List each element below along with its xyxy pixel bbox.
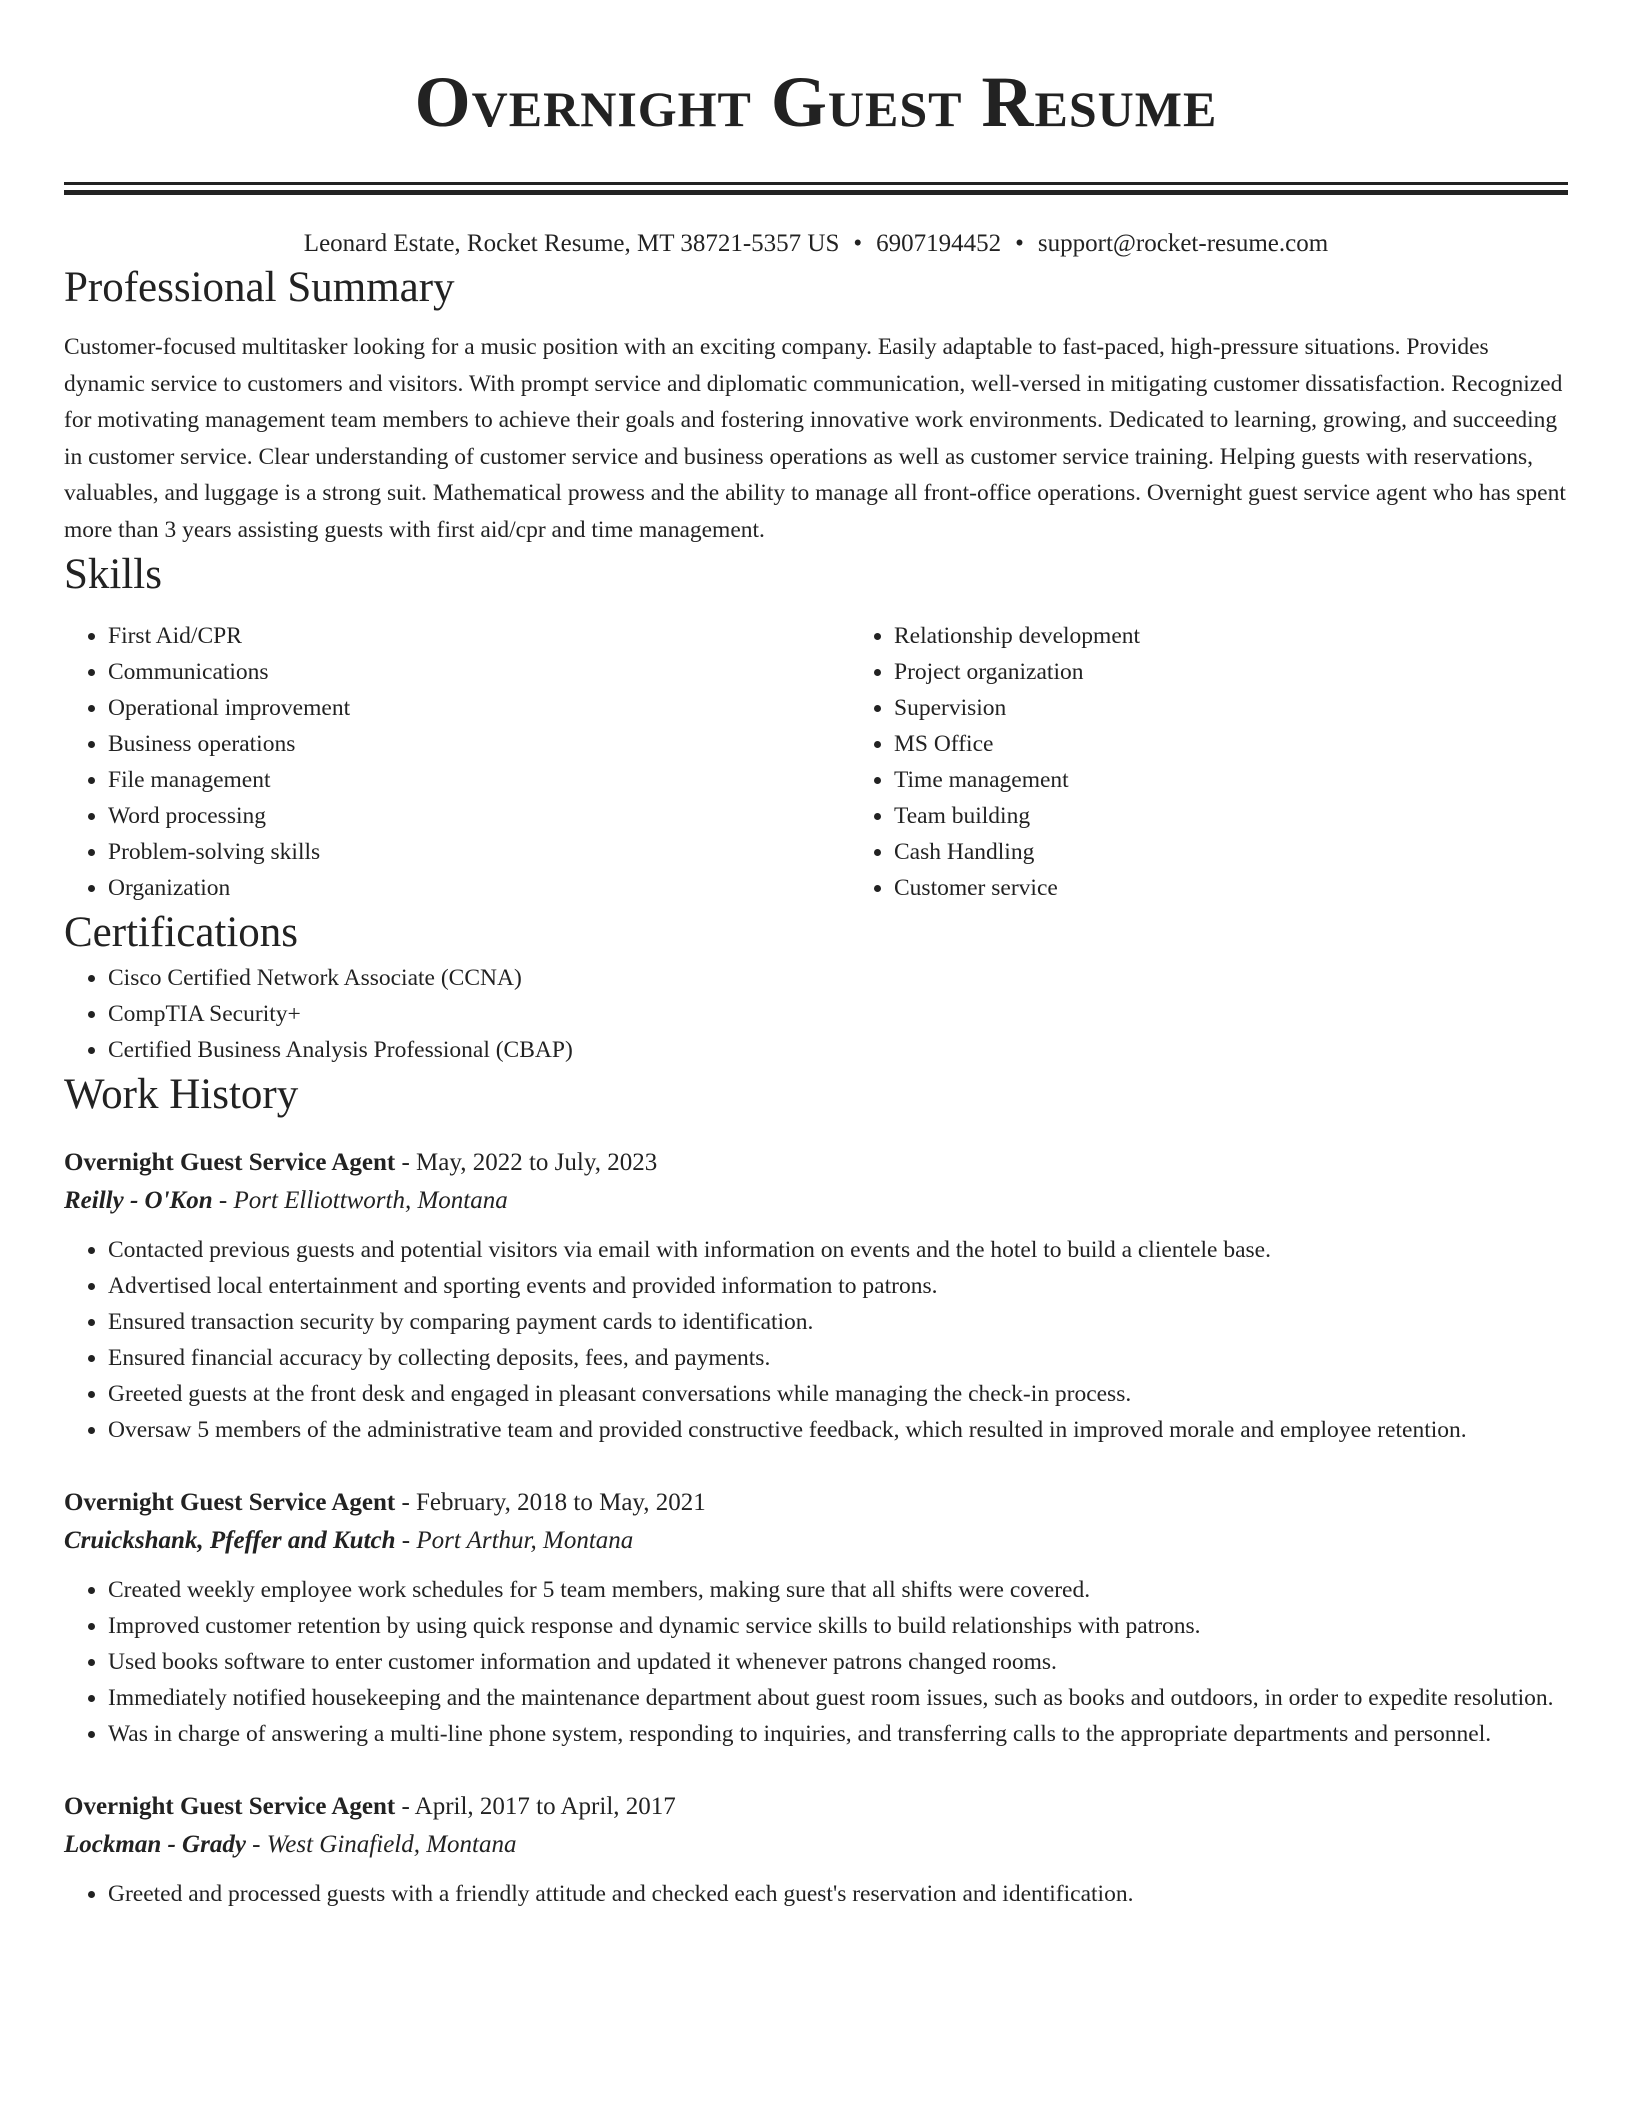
job-bullet: • Used books software to enter customer information and updated it whenever patrons changed rooms. [108, 1644, 1568, 1680]
skill-item: • Time management [894, 762, 1632, 798]
skill-item: • Supervision [894, 690, 1632, 726]
job-dash: - [245, 1831, 267, 1858]
job-bullet: • Advertised local entertainment and sporting events and provided information to patrons. [108, 1268, 1568, 1304]
skill-item: • First Aid/CPR [108, 618, 850, 654]
skill-item: • Team building [894, 798, 1632, 834]
job-title: Overnight Guest Service Agent [64, 1149, 396, 1176]
title-double-rule [64, 182, 1568, 195]
skills-right-list [850, 618, 1632, 906]
job-location: West Ginafield, Montana [266, 1831, 517, 1858]
job-company-line [64, 1182, 1568, 1220]
skills-columns [64, 618, 1568, 906]
job-bullet: • Was in charge of answering a multi-line phone system, responding to inquiries, and transferring calls to the appropriate departments and personnel. [108, 1716, 1568, 1752]
job-dates: April, 2017 to April, 2017 [414, 1793, 676, 1820]
contact-separator: • [853, 230, 863, 257]
skill-item: • Word processing [108, 798, 850, 834]
skill-item: • Business operations [108, 726, 850, 762]
certifications-heading: Certifications [64, 909, 299, 956]
job-title-line [64, 1144, 1568, 1182]
skills-heading: Skills [64, 551, 162, 598]
contact-separator: • [1015, 230, 1024, 257]
skill-item: • Communications [108, 654, 850, 690]
job-bullet: • Oversaw 5 members of the administrative team and provided constructive feedback, which resulted in improved morale and employee retention. [108, 1412, 1568, 1448]
job-dash: - [395, 1793, 415, 1820]
job-entry [64, 1484, 1568, 1752]
job-bullet: • Contacted previous guests and potential visitors via email with information on events and the hotel to build a clientele base. [108, 1232, 1568, 1268]
skills-left-list [64, 618, 850, 906]
skill-item: • Project organization [894, 654, 1632, 690]
job-company: Lockman - Grady [64, 1831, 246, 1858]
contact-email: support@rocket-resume.com [1037, 230, 1329, 257]
job-bullets [64, 1876, 1568, 1912]
summary-heading: Professional Summary [64, 264, 455, 311]
job-company-line [64, 1522, 1568, 1560]
job-title-line [64, 1484, 1568, 1522]
skill-item: • Organization [108, 870, 850, 906]
job-dates: February, 2018 to May, 2021 [416, 1489, 706, 1516]
job-entry [64, 1144, 1568, 1448]
job-title: Overnight Guest Service Agent [64, 1793, 396, 1820]
certification-item: • Certified Business Analysis Professional (CBAP) [108, 1032, 1568, 1068]
summary-text: Customer-focused multitasker looking for a music position with an exciting company. Easily adaptable to fast-paced, high-pressure situations. Provides dynamic service to customers and visitors. With prompt service and diplomatic communication, well-versed in mitigating customer dissatisfaction. Recognized for motivating management team members to achieve their goals and fostering innovative work environments. Dedicated to learning, growing, and succeeding in customer service. Clear understanding of customer service and business operations as well as customer service training. Helping guests with reservations, valuables, and luggage is a strong suit. Mathematical prowess and the ability to manage all front-office operations. Overnight guest service agent who has spent more than 3 years assisting guests with first aid/cpr and time management. [64, 334, 1566, 543]
job-bullet: • Created weekly employee work schedules for 5 team members, making sure that all shifts were covered. [108, 1572, 1568, 1608]
skill-item: • Relationship development [894, 618, 1632, 654]
job-company-line [64, 1826, 1568, 1864]
skill-item: • Problem-solving skills [108, 834, 850, 870]
job-dash: - [395, 1489, 417, 1516]
skill-item: • Operational improvement [108, 690, 850, 726]
job-bullets [64, 1572, 1568, 1752]
job-dash: - [212, 1187, 234, 1214]
job-location: Port Arthur, Montana [416, 1527, 634, 1554]
job-bullet: • Immediately notified housekeeping and the maintenance department about guest room issues, such as books and outdoors, in order to expedite resolution. [108, 1680, 1568, 1716]
certification-item: • CompTIA Security+ [108, 996, 1568, 1032]
job-bullets [64, 1232, 1568, 1448]
job-bullet: • Ensured transaction security by comparing payment cards to identification. [108, 1304, 1568, 1340]
contact-line [64, 227, 1568, 261]
job-title-line [64, 1788, 1568, 1826]
certification-item: • Cisco Certified Network Associate (CCNA) [108, 960, 1568, 996]
job-bullet: • Greeted and processed guests with a friendly attitude and checked each guest's reservation and identification. [108, 1876, 1568, 1912]
job-location: Port Elliottworth, Montana [233, 1187, 508, 1214]
job-bullet: • Greeted guests at the front desk and engaged in pleasant conversations while managing the check-in process. [108, 1376, 1568, 1412]
contact-address: Leonard Estate, Rocket Resume, MT 38721-5357 US [303, 230, 840, 257]
job-bullet: • Improved customer retention by using quick response and dynamic service skills to build relationships with patrons. [108, 1608, 1568, 1644]
job-dates: May, 2022 to July, 2023 [416, 1149, 658, 1176]
skill-item: • Cash Handling [894, 834, 1632, 870]
certifications-list [64, 960, 1568, 1068]
skill-item: • File management [108, 762, 850, 798]
job-dash: - [395, 1527, 417, 1554]
job-title: Overnight Guest Service Agent [64, 1489, 396, 1516]
job-bullet: • Ensured financial accuracy by collecting deposits, fees, and payments. [108, 1340, 1568, 1376]
contact-phone: 6907194452 [876, 230, 1002, 257]
job-entry [64, 1788, 1568, 1912]
job-dash: - [395, 1149, 417, 1176]
skill-item: • MS Office [894, 726, 1632, 762]
skill-item: • Customer service [894, 870, 1632, 906]
job-company: Cruickshank, Pfeffer and Kutch [64, 1527, 396, 1554]
job-company: Reilly - O'Kon [64, 1187, 213, 1214]
work-history-heading: Work History [64, 1071, 299, 1118]
resume-title: Overnight Guest Resume [414, 62, 1218, 142]
